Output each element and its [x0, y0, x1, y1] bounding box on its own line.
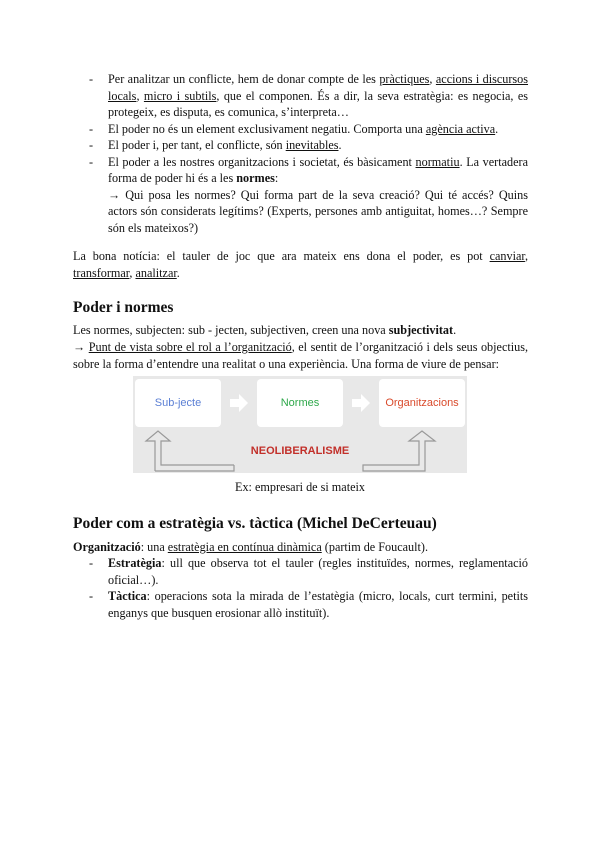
list-item: - Tàctica: operacions sota la mirada de l’estatègia (micro, locals, curt termini, petits enganys que busquen erosionar allò instituït). — [88, 588, 528, 621]
intro-bullet-list — [88, 71, 528, 236]
underlined-term: accions i discursos locals — [108, 72, 529, 103]
underlined-term: Punt de vista sobre el rol a l’organització — [88, 340, 292, 354]
feedback-loop-arrow — [133, 376, 467, 473]
section-heading-poder-normes: Poder i normes — [73, 299, 174, 316]
underlined-term: normatiu — [415, 154, 460, 169]
bold-term: subjectivitat — [388, 323, 454, 337]
strategy-tactic-list — [88, 555, 528, 621]
diagram-box-organitzacions: Organitzacions — [379, 379, 465, 427]
bona-noticia-paragraph: La bona notícia: el tauler de joc que ara mateix ens dona el poder, es pot canviar, transformar, analitzar. — [73, 249, 528, 280]
list-item: - Estratègia: ull que observa tot el tauler (regles instituïdes, normes, reglamentació oficial…). — [88, 555, 528, 588]
bold-term: Tàctica — [108, 589, 147, 603]
underlined-term: transformar — [73, 265, 130, 280]
underlined-term: estratègia en contínua dinàmica — [167, 540, 322, 554]
diagram-box-subjecte: Sub-jecte — [135, 379, 221, 427]
underlined-term: agència activa — [425, 121, 496, 136]
normes-paragraph-2: → Punt de vista sobre el rol a l’organització, el sentit de l’organització i dels seus objectius, sobre la forma d’entendre una realitat o una experiència. Una forma de viure de pensar: — [73, 340, 529, 371]
diagram-caption: Ex: empresari de si mateix — [235, 480, 365, 494]
list-item: - El poder no és un element exclusivament negatiu. Comporta una agència activa. — [88, 121, 528, 138]
question-line: → Qui posa les normes? Qui forma part de la seva creació? Qui té accés? Quins actors són considerats legítims? (Experts, persones amb antiguitat, homes…? Sempre són els mateixos?) — [108, 187, 528, 235]
underlined-term: pràctiques — [379, 72, 430, 86]
underlined-term: inevitables — [285, 138, 339, 152]
diagram-box-normes: Normes — [257, 379, 343, 427]
list-item: - Per analitzar un conflicte, hem de donar compte de les pràctiques, accions i discursos locals, micro i subtils, que el componen. És a dir, la seva estratègia: es negocia, es protegeix, es disputa, es comunica, s’interpreta… — [88, 71, 528, 121]
bold-term: Organització — [73, 540, 141, 554]
bold-term: Estratègia — [108, 556, 162, 570]
underlined-term: analitzar — [135, 265, 177, 280]
underlined-term: canviar — [489, 249, 525, 263]
underlined-term: micro i subtils — [143, 88, 217, 103]
organitzacio-paragraph: Organització: una estratègia en contínua dinàmica (partim de Foucault). — [73, 540, 429, 554]
list-item: - El poder a les nostres organitzacions i societat, és bàsicament normatiu. La vertadera forma de poder hi és a les normes: → Qui posa les normes? Qui forma part de la seva creació? Qui té accés? Quins actors són considerats legítims? (Experts, persones amb antiguitat, homes…? Sempre són els mateixos?) — [88, 154, 528, 237]
neoliberalism-label: NEOLIBERALISME — [250, 445, 350, 457]
normes-paragraph-1: Les normes, subjecten: sub - jecten, subjectiven, creen una nova subjectivitat. — [73, 323, 457, 337]
section-heading-estrategia-tactica: Poder com a estratègia vs. tàctica (Michel DeCerteuau) — [73, 515, 437, 532]
neoliberalism-diagram — [133, 376, 467, 473]
bold-term: normes — [236, 171, 275, 185]
list-item: - El poder i, per tant, el conflicte, són inevitables. — [88, 137, 528, 154]
